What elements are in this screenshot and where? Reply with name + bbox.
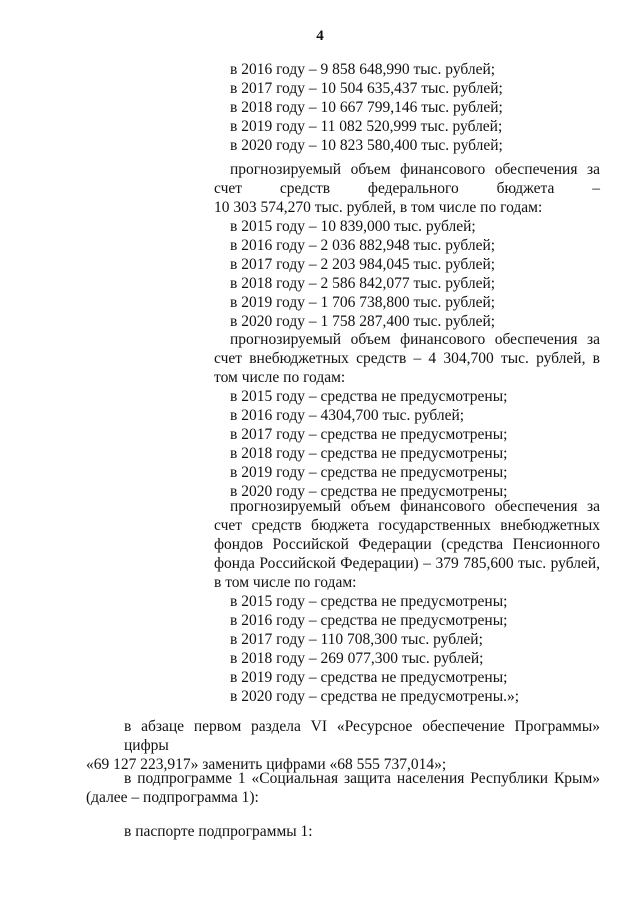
year-line: в 2015 году – средства не предусмотрены; [230, 388, 508, 405]
passport-paragraph [86, 822, 600, 841]
year-line: в 2016 году – 4304,700 тыс. рублей; [230, 407, 465, 424]
state-funds-block [214, 497, 600, 706]
year-line: в 2015 году – средства не предусмотрены; [230, 593, 508, 610]
year-line: в 2020 году – средства не предусмотрены; [230, 483, 508, 500]
subprogram-line: в подпрограмме 1 «Социальная защита населения Республики Крым» [124, 770, 600, 787]
year-line: в 2018 году – средства не предусмотрены; [230, 445, 508, 462]
state-funds-intro-line: счет средств бюджета государственных внебюджетных [214, 517, 600, 534]
extrabudget-intro-line: прогнозируемый объем финансового обеспечения за [230, 331, 600, 348]
year-line: в 2017 году – 110 708,300 тыс. рублей; [230, 631, 483, 648]
subprogram-paragraph [86, 769, 600, 807]
year-line: в 2017 году – 10 504 635,437 тыс. рублей; [230, 80, 503, 97]
subprogram-line: (далее – подпрограмма 1): [86, 789, 259, 806]
passport-line: в паспорте подпрограммы 1: [124, 823, 313, 840]
year-line: в 2018 году – 269 077,300 тыс. рублей; [230, 650, 484, 667]
federal-intro-line: прогнозируемый объем финансового обеспечения за [230, 161, 600, 178]
year-line: в 2017 году – 2 203 984,045 тыс. рублей; [230, 256, 496, 273]
page-number: 4 [316, 28, 324, 44]
section-vi-paragraph [86, 717, 600, 774]
year-line: в 2017 году – средства не предусмотрены; [230, 426, 508, 443]
state-funds-intro-line: фонда Российской Федерации) – 379 785,600 тыс. рублей, [214, 555, 600, 572]
year-line: в 2016 году – 9 858 648,990 тыс. рублей; [230, 61, 496, 78]
year-line: в 2020 году – 1 758 287,400 тыс. рублей; [230, 313, 496, 330]
extrabudget-intro-line: счет внебюджетных средств – 4 304,700 тыс. рублей, в [214, 350, 600, 367]
federal-intro-line: 10 303 574,270 тыс. рублей, в том числе по годам: [214, 199, 543, 216]
year-line: в 2015 году – 10 839,000 тыс. рублей; [230, 218, 476, 235]
federal-intro-line: счет средств федерального бюджета – [214, 180, 600, 197]
state-funds-intro-line: в том числе по годам: [214, 574, 357, 591]
year-line: в 2016 году – средства не предусмотрены; [230, 612, 508, 629]
year-line: в 2019 году – средства не предусмотрены; [230, 464, 508, 481]
extrabudget-block [214, 330, 600, 501]
year-line: в 2020 году – средства не предусмотрены.»; [230, 688, 520, 705]
year-line: в 2019 году – средства не предусмотрены; [230, 669, 508, 686]
extrabudget-intro-line: том числе по годам: [214, 369, 346, 386]
section-vi-line: «69 127 223,917» заменить цифрами «68 555 737,014»; [86, 756, 447, 773]
section-vi-line: в абзаце первом раздела VI «Ресурсное обеспечение Программы» цифры [124, 718, 600, 754]
year-line: в 2016 году – 2 036 882,948 тыс. рублей; [230, 237, 496, 254]
year-line: в 2018 году – 10 667 799,146 тыс. рублей; [230, 99, 503, 116]
year-line: в 2019 году – 1 706 738,800 тыс. рублей; [230, 294, 496, 311]
state-funds-intro-line: фондов Российской Федерации (средства Пенсионного [214, 536, 600, 553]
top-years-block [214, 60, 600, 155]
state-funds-intro-line: прогнозируемый объем финансового обеспечения за [230, 498, 600, 515]
year-line: в 2019 году – 11 082 520,999 тыс. рублей; [230, 118, 503, 135]
federal-budget-block [214, 160, 600, 331]
year-line: в 2020 году – 10 823 580,400 тыс. рублей; [230, 137, 503, 154]
year-line: в 2018 году – 2 586 842,077 тыс. рублей; [230, 275, 496, 292]
